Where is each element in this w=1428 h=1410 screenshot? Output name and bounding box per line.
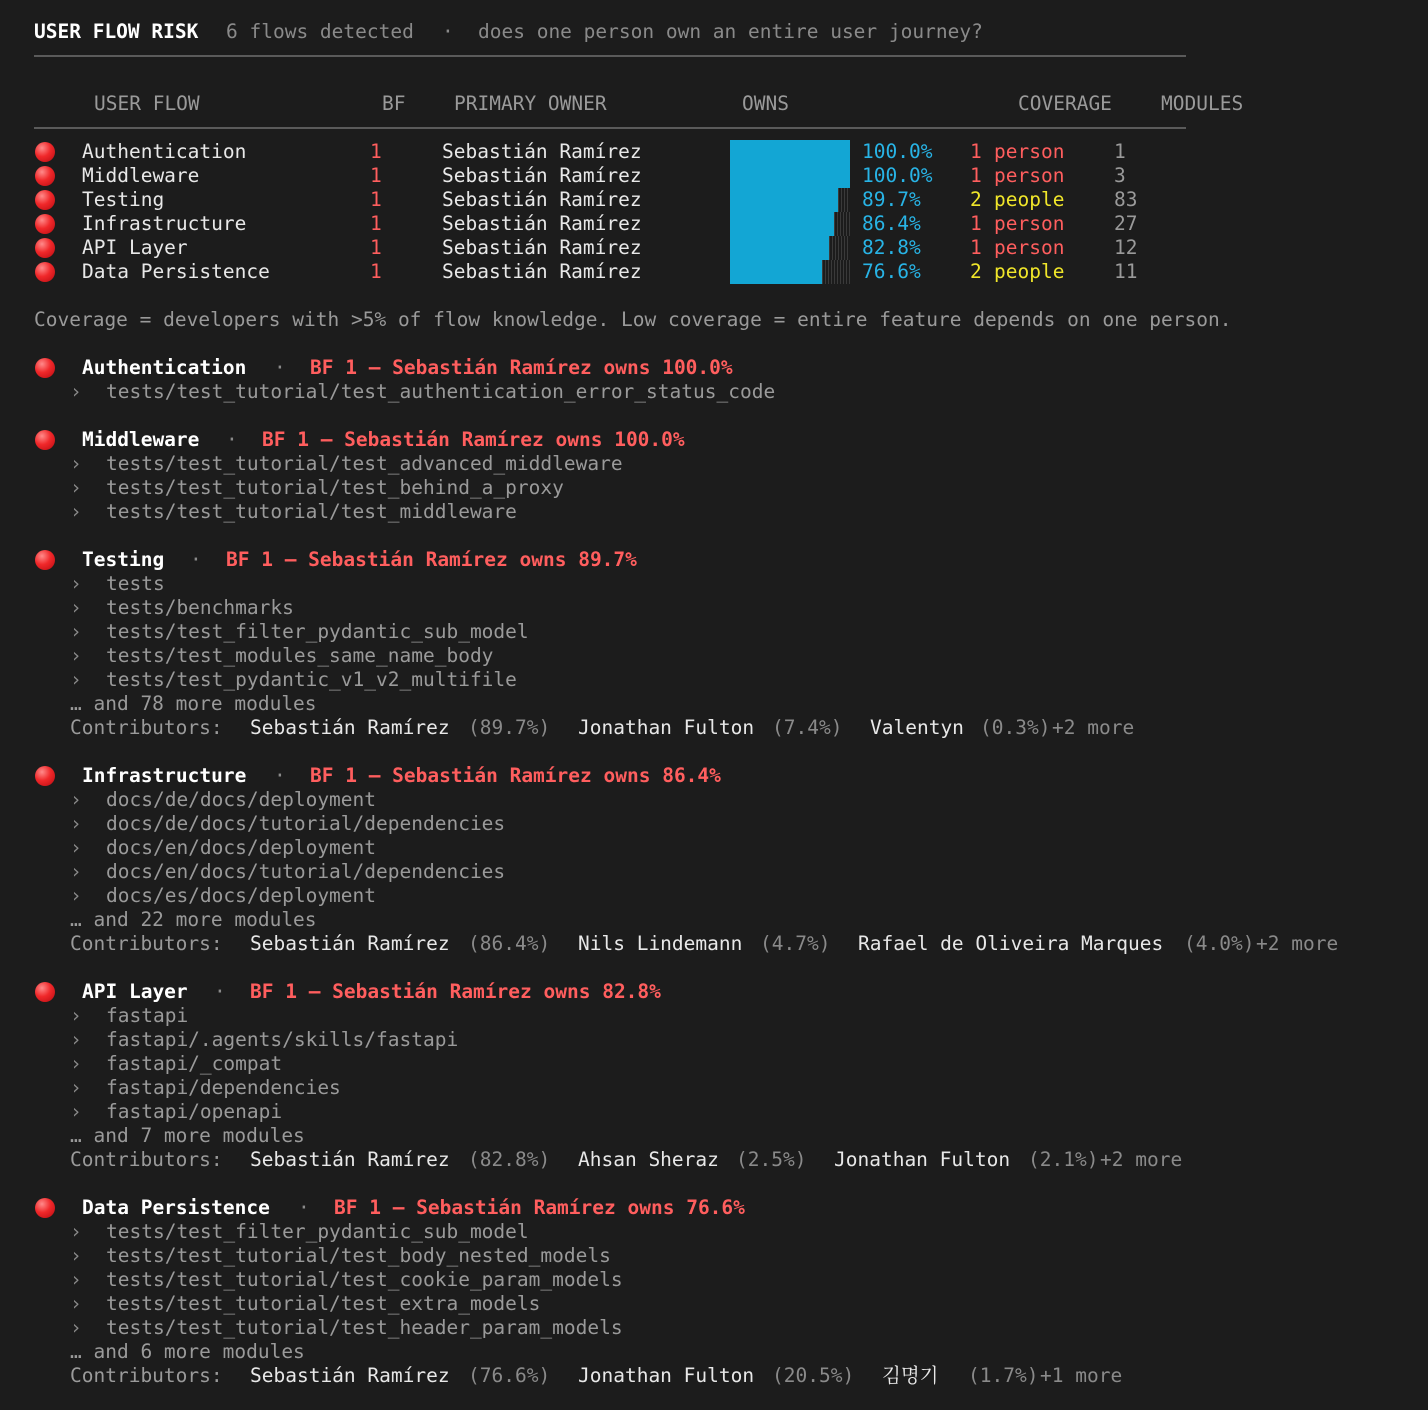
section-separator: · [190, 548, 202, 571]
chevron-right-icon: › [70, 668, 82, 691]
coverage-count: 2 [970, 188, 982, 211]
col-header-coverage: COVERAGE [1018, 92, 1112, 115]
module-path: tests/test_filter_pydantic_sub_model [106, 1220, 529, 1243]
contributors-label: Contributors: [70, 716, 223, 739]
chevron-right-icon: › [70, 788, 82, 811]
contributor-name: Sebastián Ramírez [250, 716, 450, 739]
module-path: tests/test_filter_pydantic_sub_model [106, 620, 529, 643]
chevron-right-icon: › [70, 380, 82, 403]
module-count: 83 [1114, 188, 1138, 211]
flow-section-title: Data Persistence [82, 1196, 270, 1219]
chevron-right-icon: › [70, 1316, 82, 1339]
coverage-count: 2 [970, 260, 982, 283]
contributor-percent: (89.7%) [468, 716, 551, 739]
ownership-bar-fill [730, 212, 834, 236]
primary-owner: Sebastián Ramírez [442, 212, 642, 235]
chevron-right-icon: › [70, 1004, 82, 1027]
chevron-right-icon: › [70, 860, 82, 883]
section-separator: · [226, 428, 238, 451]
flows-summary: 6 flows detected [226, 20, 414, 43]
chevron-right-icon: › [70, 596, 82, 619]
flow-section-title: Infrastructure [82, 764, 247, 787]
contributors-label: Contributors: [70, 932, 223, 955]
flow-name: Testing [82, 188, 165, 211]
section-separator: · [274, 356, 286, 379]
contributor-percent: (2.1%) [1028, 1148, 1099, 1171]
coverage-unit: people [994, 260, 1065, 283]
contributor-name: Ahsan Sheraz [578, 1148, 719, 1171]
flow-section-title: Authentication [82, 356, 247, 379]
red-circle-icon [35, 358, 55, 378]
chevron-right-icon: › [70, 1268, 82, 1291]
chevron-right-icon: › [70, 884, 82, 907]
module-path: docs/en/docs/deployment [106, 836, 377, 859]
owns-percent: 100.0% [862, 164, 933, 187]
flow-section-title: API Layer [82, 980, 188, 1003]
module-count: 12 [1114, 236, 1138, 259]
contributor-name: Jonathan Fulton [834, 1148, 1011, 1171]
bus-factor-headline: BF 1 — Sebastián Ramírez owns 76.6% [334, 1196, 745, 1219]
red-circle-icon [35, 190, 55, 210]
col-header-owns: OWNS [742, 92, 789, 115]
section-separator: · [274, 764, 286, 787]
module-path: fastapi/_compat [106, 1052, 283, 1075]
contributor-name: 김명기 [882, 1364, 939, 1387]
chevron-right-icon: › [70, 1076, 82, 1099]
ownership-bar-fill [730, 260, 822, 284]
flow-name: Infrastructure [82, 212, 247, 235]
module-path: tests/test_tutorial/test_extra_models [106, 1292, 541, 1315]
primary-owner: Sebastián Ramírez [442, 236, 642, 259]
module-path: tests/test_tutorial/test_advanced_middleware [106, 452, 623, 475]
module-path: docs/de/docs/tutorial/dependencies [106, 812, 506, 835]
owns-percent: 76.6% [862, 260, 921, 283]
contributor-name: Nils Lindemann [578, 932, 743, 955]
more-modules-note: … and 22 more modules [70, 908, 317, 931]
section-separator: · [298, 1196, 310, 1219]
contributor-percent: (76.6%) [468, 1364, 551, 1387]
contributor-percent: (4.0%) [1184, 932, 1255, 955]
module-count: 11 [1114, 260, 1138, 283]
contributor-percent: (1.7%) [968, 1364, 1039, 1387]
red-circle-icon [35, 262, 55, 282]
contributor-name: Jonathan Fulton [578, 716, 755, 739]
more-modules-note: … and 6 more modules [70, 1340, 305, 1363]
owns-percent: 86.4% [862, 212, 921, 235]
primary-owner: Sebastián Ramírez [442, 188, 642, 211]
contributor-name: Sebastián Ramírez [250, 1364, 450, 1387]
ownership-bar-fill [730, 236, 829, 260]
bus-factor-headline: BF 1 — Sebastián Ramírez owns 89.7% [226, 548, 637, 571]
bus-factor: 1 [370, 260, 382, 283]
coverage-count: 1 [970, 164, 982, 187]
coverage-unit: person [994, 212, 1065, 235]
module-path: tests/test_tutorial/test_authentication_error_status_code [106, 380, 776, 403]
flow-name: Data Persistence [82, 260, 270, 283]
ownership-bar-fill [730, 140, 850, 164]
col-header-modules: MODULES [1161, 92, 1244, 115]
col-header-bf: BF [382, 92, 406, 115]
red-circle-icon [35, 430, 55, 450]
coverage-unit: person [994, 236, 1065, 259]
chevron-right-icon: › [70, 620, 82, 643]
flow-section-title: Middleware [82, 428, 200, 451]
contributor-percent: (82.8%) [468, 1148, 551, 1171]
module-path: tests/test_tutorial/test_behind_a_proxy [106, 476, 564, 499]
contributor-percent: (20.5%) [772, 1364, 855, 1387]
flow-name: Middleware [82, 164, 200, 187]
module-count: 1 [1114, 140, 1126, 163]
contributor-percent: (2.5%) [736, 1148, 807, 1171]
bus-factor: 1 [370, 164, 382, 187]
contributor-percent: (7.4%) [772, 716, 843, 739]
coverage-unit: people [994, 188, 1065, 211]
coverage-note: Coverage = developers with >5% of flow knowledge. Low coverage = entire feature depends on one person. [34, 308, 1232, 331]
chevron-right-icon: › [70, 812, 82, 835]
more-modules-note: … and 78 more modules [70, 692, 317, 715]
module-path: fastapi/.agents/skills/fastapi [106, 1028, 459, 1051]
module-count: 3 [1114, 164, 1126, 187]
contributor-percent: (86.4%) [468, 932, 551, 955]
coverage-count: 1 [970, 140, 982, 163]
table-header-divider [34, 127, 1186, 129]
contributor-percent: (4.7%) [760, 932, 831, 955]
red-circle-icon [35, 982, 55, 1002]
contributor-name: Valentyn [870, 716, 964, 739]
coverage-count: 1 [970, 212, 982, 235]
chevron-right-icon: › [70, 572, 82, 595]
bus-factor-headline: BF 1 — Sebastián Ramírez owns 100.0% [310, 356, 733, 379]
contributor-name: Rafael de Oliveira Marques [858, 932, 1164, 955]
section-separator: · [214, 980, 226, 1003]
flow-section-title: Testing [82, 548, 165, 571]
report-title: USER FLOW RISK [34, 20, 199, 43]
module-path: tests/benchmarks [106, 596, 294, 619]
ownership-bar-remainder [822, 260, 850, 284]
chevron-right-icon: › [70, 1244, 82, 1267]
module-path: fastapi/openapi [106, 1100, 283, 1123]
red-circle-icon [35, 766, 55, 786]
primary-owner: Sebastián Ramírez [442, 260, 642, 283]
module-path: tests/test_tutorial/test_middleware [106, 500, 517, 523]
module-path: tests/test_tutorial/test_header_param_models [106, 1316, 623, 1339]
bus-factor-headline: BF 1 — Sebastián Ramírez owns 100.0% [262, 428, 685, 451]
module-path: fastapi [106, 1004, 189, 1027]
bus-factor: 1 [370, 236, 382, 259]
more-contributors: +2 more [1100, 1148, 1183, 1171]
flow-name: Authentication [82, 140, 247, 163]
more-modules-note: … and 7 more modules [70, 1124, 305, 1147]
chevron-right-icon: › [70, 644, 82, 667]
primary-owner: Sebastián Ramírez [442, 140, 642, 163]
more-contributors: +2 more [1256, 932, 1339, 955]
ownership-bar-remainder [829, 236, 850, 260]
chevron-right-icon: › [70, 452, 82, 475]
red-circle-icon [35, 1198, 55, 1218]
bus-factor: 1 [370, 212, 382, 235]
col-header-owner: PRIMARY OWNER [454, 92, 607, 115]
module-count: 27 [1114, 212, 1138, 235]
module-path: tests/test_tutorial/test_body_nested_models [106, 1244, 611, 1267]
chevron-right-icon: › [70, 1292, 82, 1315]
contributors-label: Contributors: [70, 1148, 223, 1171]
module-path: tests/test_pydantic_v1_v2_multifile [106, 668, 517, 691]
contributor-name: Jonathan Fulton [578, 1364, 755, 1387]
red-circle-icon [35, 550, 55, 570]
more-contributors: +2 more [1052, 716, 1135, 739]
owns-percent: 82.8% [862, 236, 921, 259]
ownership-bar-fill [730, 164, 850, 188]
primary-owner: Sebastián Ramírez [442, 164, 642, 187]
chevron-right-icon: › [70, 1052, 82, 1075]
header-divider [34, 55, 1186, 57]
flow-name: API Layer [82, 236, 188, 259]
coverage-unit: person [994, 140, 1065, 163]
module-path: tests/test_tutorial/test_cookie_param_models [106, 1268, 623, 1291]
ownership-bar-remainder [834, 212, 850, 236]
red-circle-icon [35, 142, 55, 162]
module-path: docs/de/docs/deployment [106, 788, 377, 811]
module-path: tests/test_modules_same_name_body [106, 644, 494, 667]
contributors-label: Contributors: [70, 1364, 223, 1387]
chevron-right-icon: › [70, 1220, 82, 1243]
module-path: fastapi/dependencies [106, 1076, 341, 1099]
bus-factor-headline: BF 1 — Sebastián Ramírez owns 86.4% [310, 764, 721, 787]
module-path: docs/en/docs/tutorial/dependencies [106, 860, 506, 883]
bus-factor: 1 [370, 140, 382, 163]
chevron-right-icon: › [70, 476, 82, 499]
coverage-count: 1 [970, 236, 982, 259]
contributor-name: Sebastián Ramírez [250, 1148, 450, 1171]
report-question: does one person own an entire user journey? [478, 20, 983, 43]
owns-percent: 100.0% [862, 140, 933, 163]
red-circle-icon [35, 166, 55, 186]
module-path: docs/es/docs/deployment [106, 884, 377, 907]
coverage-unit: person [994, 164, 1065, 187]
module-path: tests [106, 572, 165, 595]
contributor-percent: (0.3%) [980, 716, 1051, 739]
ownership-bar-fill [730, 188, 838, 212]
chevron-right-icon: › [70, 500, 82, 523]
header-separator: · [442, 20, 454, 43]
col-header-flow: USER FLOW [94, 92, 200, 115]
more-contributors: +1 more [1040, 1364, 1123, 1387]
owns-percent: 89.7% [862, 188, 921, 211]
contributor-name: Sebastián Ramírez [250, 932, 450, 955]
red-circle-icon [35, 238, 55, 258]
ownership-bar-remainder [838, 188, 850, 212]
chevron-right-icon: › [70, 836, 82, 859]
red-circle-icon [35, 214, 55, 234]
bus-factor: 1 [370, 188, 382, 211]
bus-factor-headline: BF 1 — Sebastián Ramírez owns 82.8% [250, 980, 661, 1003]
chevron-right-icon: › [70, 1100, 82, 1123]
chevron-right-icon: › [70, 1028, 82, 1051]
